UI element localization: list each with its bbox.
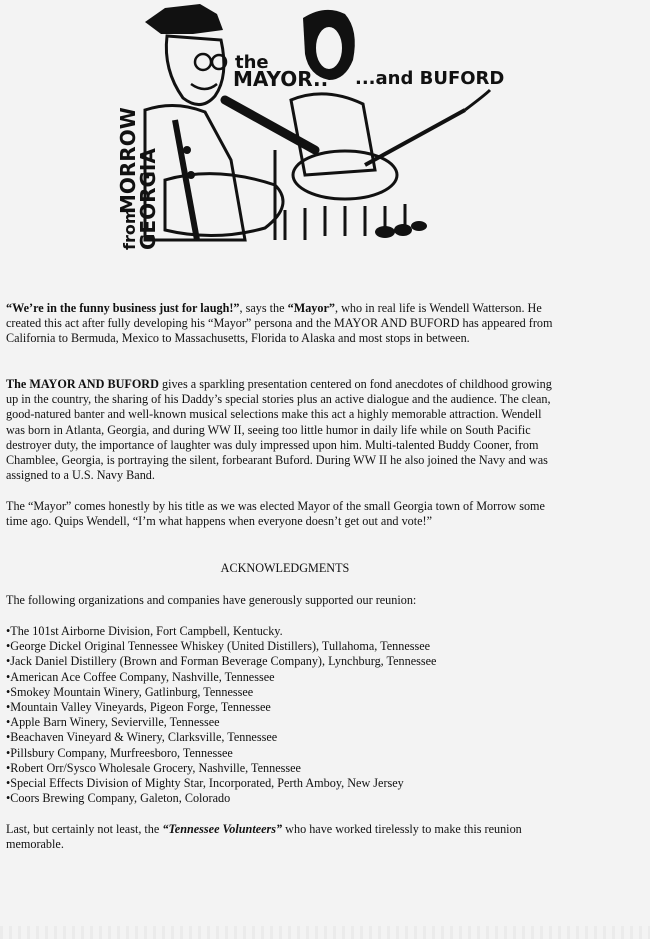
title-and-buford: ...and BUFORD [355, 68, 505, 89]
list-item: •The 101st Airborne Division, Fort Campbell, Kentucky. [6, 624, 283, 638]
acknowledgments-intro [6, 593, 558, 608]
sponsor-list [6, 624, 558, 806]
list-item: •George Dickel Original Tennessee Whiskey (United Distillers), Tullahoma, Tennessee [6, 639, 431, 654]
text-run: , who in real life is Wendell Watterson. He created this act after fully developing his “Mayor” persona and the MAYOR AND BUFORD has appeared from California to Bermuda, Mexico to Massachusetts, Florida to Alaska and most stops in between. [6, 301, 553, 346]
scan-noise [0, 926, 650, 939]
caption-from: from [120, 207, 139, 250]
text-run: who have worked tirelessly to make this reunion memorable. [6, 822, 522, 852]
list-item: •Beachaven Vineyard & Winery, Clarksville, Tennessee [6, 730, 278, 745]
list-item: •Robert Orr/Sysco Wholesale Grocery, Nashville, Tennessee [6, 760, 301, 775]
text-run: Last, but certainly not least, the [6, 822, 163, 836]
caption-georgia: GEORGIA [136, 148, 160, 250]
act-name: The MAYOR AND BUFORD [6, 377, 159, 391]
list-item: •Special Effects Division of Mighty Star, Incorporated, Perth Amboy, New Jersey [6, 776, 404, 791]
paragraph-mayor-title [6, 499, 558, 529]
paragraph-closing [6, 822, 558, 852]
paragraph-presentation [6, 377, 558, 483]
caption-morrow: MORROW [116, 107, 140, 214]
list-item: •Apple Barn Winery, Sevierville, Tennessee [6, 715, 220, 730]
title-the: the [235, 52, 269, 73]
acknowledgments-heading: ACKNOWLEDGMENTS [220, 561, 350, 575]
cartoon-drawing [105, 0, 505, 262]
list-item: •Smokey Mountain Winery, Gatlinburg, Tennessee [6, 684, 254, 699]
mayor-title-text: The “Mayor” comes honestly by his title as we was elected Mayor of the small Georgia town of Morrow some time ago. Quips Wendell, “I’m what happens when everyone doesn’t get out and vote!” [6, 499, 545, 529]
list-item: •Jack Daniel Distillery (Brown and Forman Beverage Company), Lynchburg, Tennessee [6, 654, 437, 669]
mayor-term: “Mayor” [287, 301, 335, 315]
intro-text: The following organizations and companies have generously supported our reunion: [6, 593, 417, 607]
opening-quote: “We’re in the funny business just for laugh!” [6, 301, 240, 315]
tennessee-volunteers: “Tennessee Volunteers” [162, 822, 283, 836]
mayor-and-buford-illustration [105, 0, 505, 262]
list-item: •Coors Brewing Company, Galeton, Colorado [6, 791, 231, 806]
list-item: •Mountain Valley Vineyards, Pigeon Forge, Tennessee [6, 700, 271, 715]
title-mayor: MAYOR.. [233, 67, 329, 91]
list-item: •American Ace Coffee Company, Nashville, Tennessee [6, 669, 275, 684]
list-item: •Pillsbury Company, Murfreesboro, Tennessee [6, 745, 233, 760]
paragraph-intro [6, 301, 558, 347]
text-run: , says the [239, 301, 288, 315]
sponsor-list-block [6, 624, 558, 806]
text-run: gives a sparkling presentation centered on fond anecdotes of childhood growing up in the country, the sharing of his Daddy’s special stories plus an active dialogue and the audience. The clean, good-natured banter and well-known musical selections make this act a highly memorable attraction. Wendell was born in Atlanta, Georgia, and during WW II, seeing too little humor in daily life while on South Pacific destroyer duty, the importance of laughter was duly impressed upon him. Multi-talented Buddy Cooner, from Chamblee, Georgia, is portraying the silent, forbearant Buford. During WW II he also joined the Navy and was assigned to a U.S. Navy Band. [6, 377, 552, 483]
